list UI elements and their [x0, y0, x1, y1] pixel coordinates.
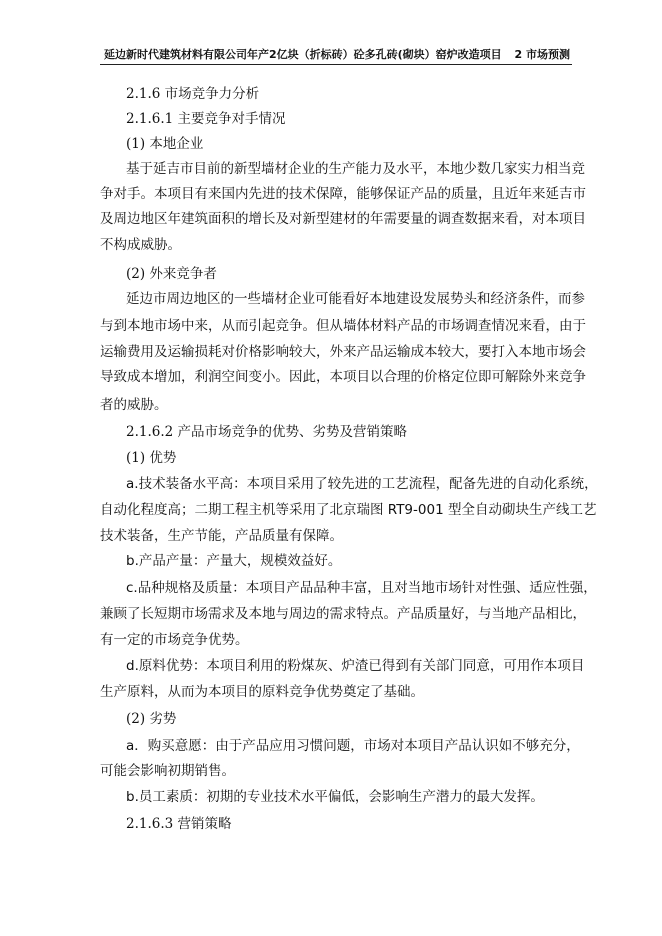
section-heading-2-1-6: 2.1.6 市场竞争力分析: [126, 86, 260, 102]
paragraph-line: a．购买意愿：由于产品应用习惯问题，市场对本项目产品认识如不够充分，: [126, 738, 580, 754]
page-header: [100, 40, 572, 65]
paragraph-line: d.原料优势：本项目利用的粉煤灰、炉渣已得到有关部门同意，可用作本项目: [126, 658, 585, 674]
paragraph-line: 技术装备，生产节能，产品质量有保障。: [100, 528, 343, 544]
paragraph-line: 及周边地区年建筑面积的增长及对新型建材的年需要量的调查数据来看，对本项目: [100, 211, 586, 227]
paragraph-line: 自动化程度高；二期工程主机等采用了北京瑞图 RT9-001 型全自动砌块生产线工艺: [100, 502, 597, 518]
paragraph-line: b.员工素质：初期的专业技术水平偏低，会影响生产潜力的最大发挥。: [126, 789, 544, 805]
paragraph-line: 运输费用及运输损耗对价格影响较大，外来产品运输成本较大，要打入本地市场会: [100, 344, 586, 360]
paragraph-line: 兼顾了长短期市场需求及本地与周边的需求特点。产品质量好，与当地产品相比，: [100, 606, 586, 622]
paragraph-line: 生产原料，从而为本项目的原料竞争优势奠定了基础。: [100, 684, 424, 700]
paragraph-line: 导致成本增加，利润空间变小。因此，本项目以合理的价格定位即可解除外来竞争: [100, 369, 586, 385]
subsection-heading-2-1-6-1: 2.1.6.1 主要竞争对手情况: [126, 111, 286, 127]
paragraph-line: 有一定的市场竞争优势。: [100, 632, 249, 648]
paragraph-line: c.品种规格及质量：本项目产品品种丰富，且对当地市场针对性强、适应性强，: [126, 580, 597, 596]
paragraph-line: 不构成威胁。: [100, 237, 181, 253]
item-heading-external-competitor: (2) 外来竞争者: [126, 266, 217, 282]
item-heading-local-enterprise: (1) 本地企业: [126, 136, 204, 152]
header-title: 延边新时代建筑材料有限公司年产2亿块（折标砖）砼多孔砖(砌块）窑炉改造项目: [104, 48, 502, 61]
paragraph-line: 基于延吉市目前的新型墙材企业的生产能力及水平，本地少数几家实力相当竞: [126, 161, 585, 177]
paragraph-line: 延边市周边地区的一些墙材企业可能看好本地建设发展势头和经济条件，而参: [126, 291, 585, 307]
subsection-heading-2-1-6-2: 2.1.6.2 产品市场竞争的优势、劣势及营销策略: [126, 424, 408, 440]
paragraph-line: b.产品产量：产量大，规模效益好。: [126, 553, 342, 569]
item-heading-disadvantages: (2) 劣势: [126, 711, 177, 727]
paragraph-line: a.技术装备水平高：本项目采用了较先进的工艺流程，配备先进的自动化系统，: [126, 476, 598, 492]
item-heading-advantages: (1) 优势: [126, 450, 177, 466]
paragraph-line: 者的威胁。: [100, 397, 168, 413]
paragraph-line: 与到本地市场中来，从而引起竞争。但从墙体材料产品的市场调查情况来看，由于: [100, 318, 586, 334]
header-chapter: 2 市场预测: [514, 48, 570, 61]
paragraph-line: 争对手。本项目有来国内先进的技术保障，能够保证产品的质量，且近年来延吉市: [100, 186, 586, 202]
subsection-heading-2-1-6-3: 2.1.6.3 营销策略: [126, 816, 232, 832]
paragraph-line: 可能会影响初期销售。: [100, 763, 235, 779]
